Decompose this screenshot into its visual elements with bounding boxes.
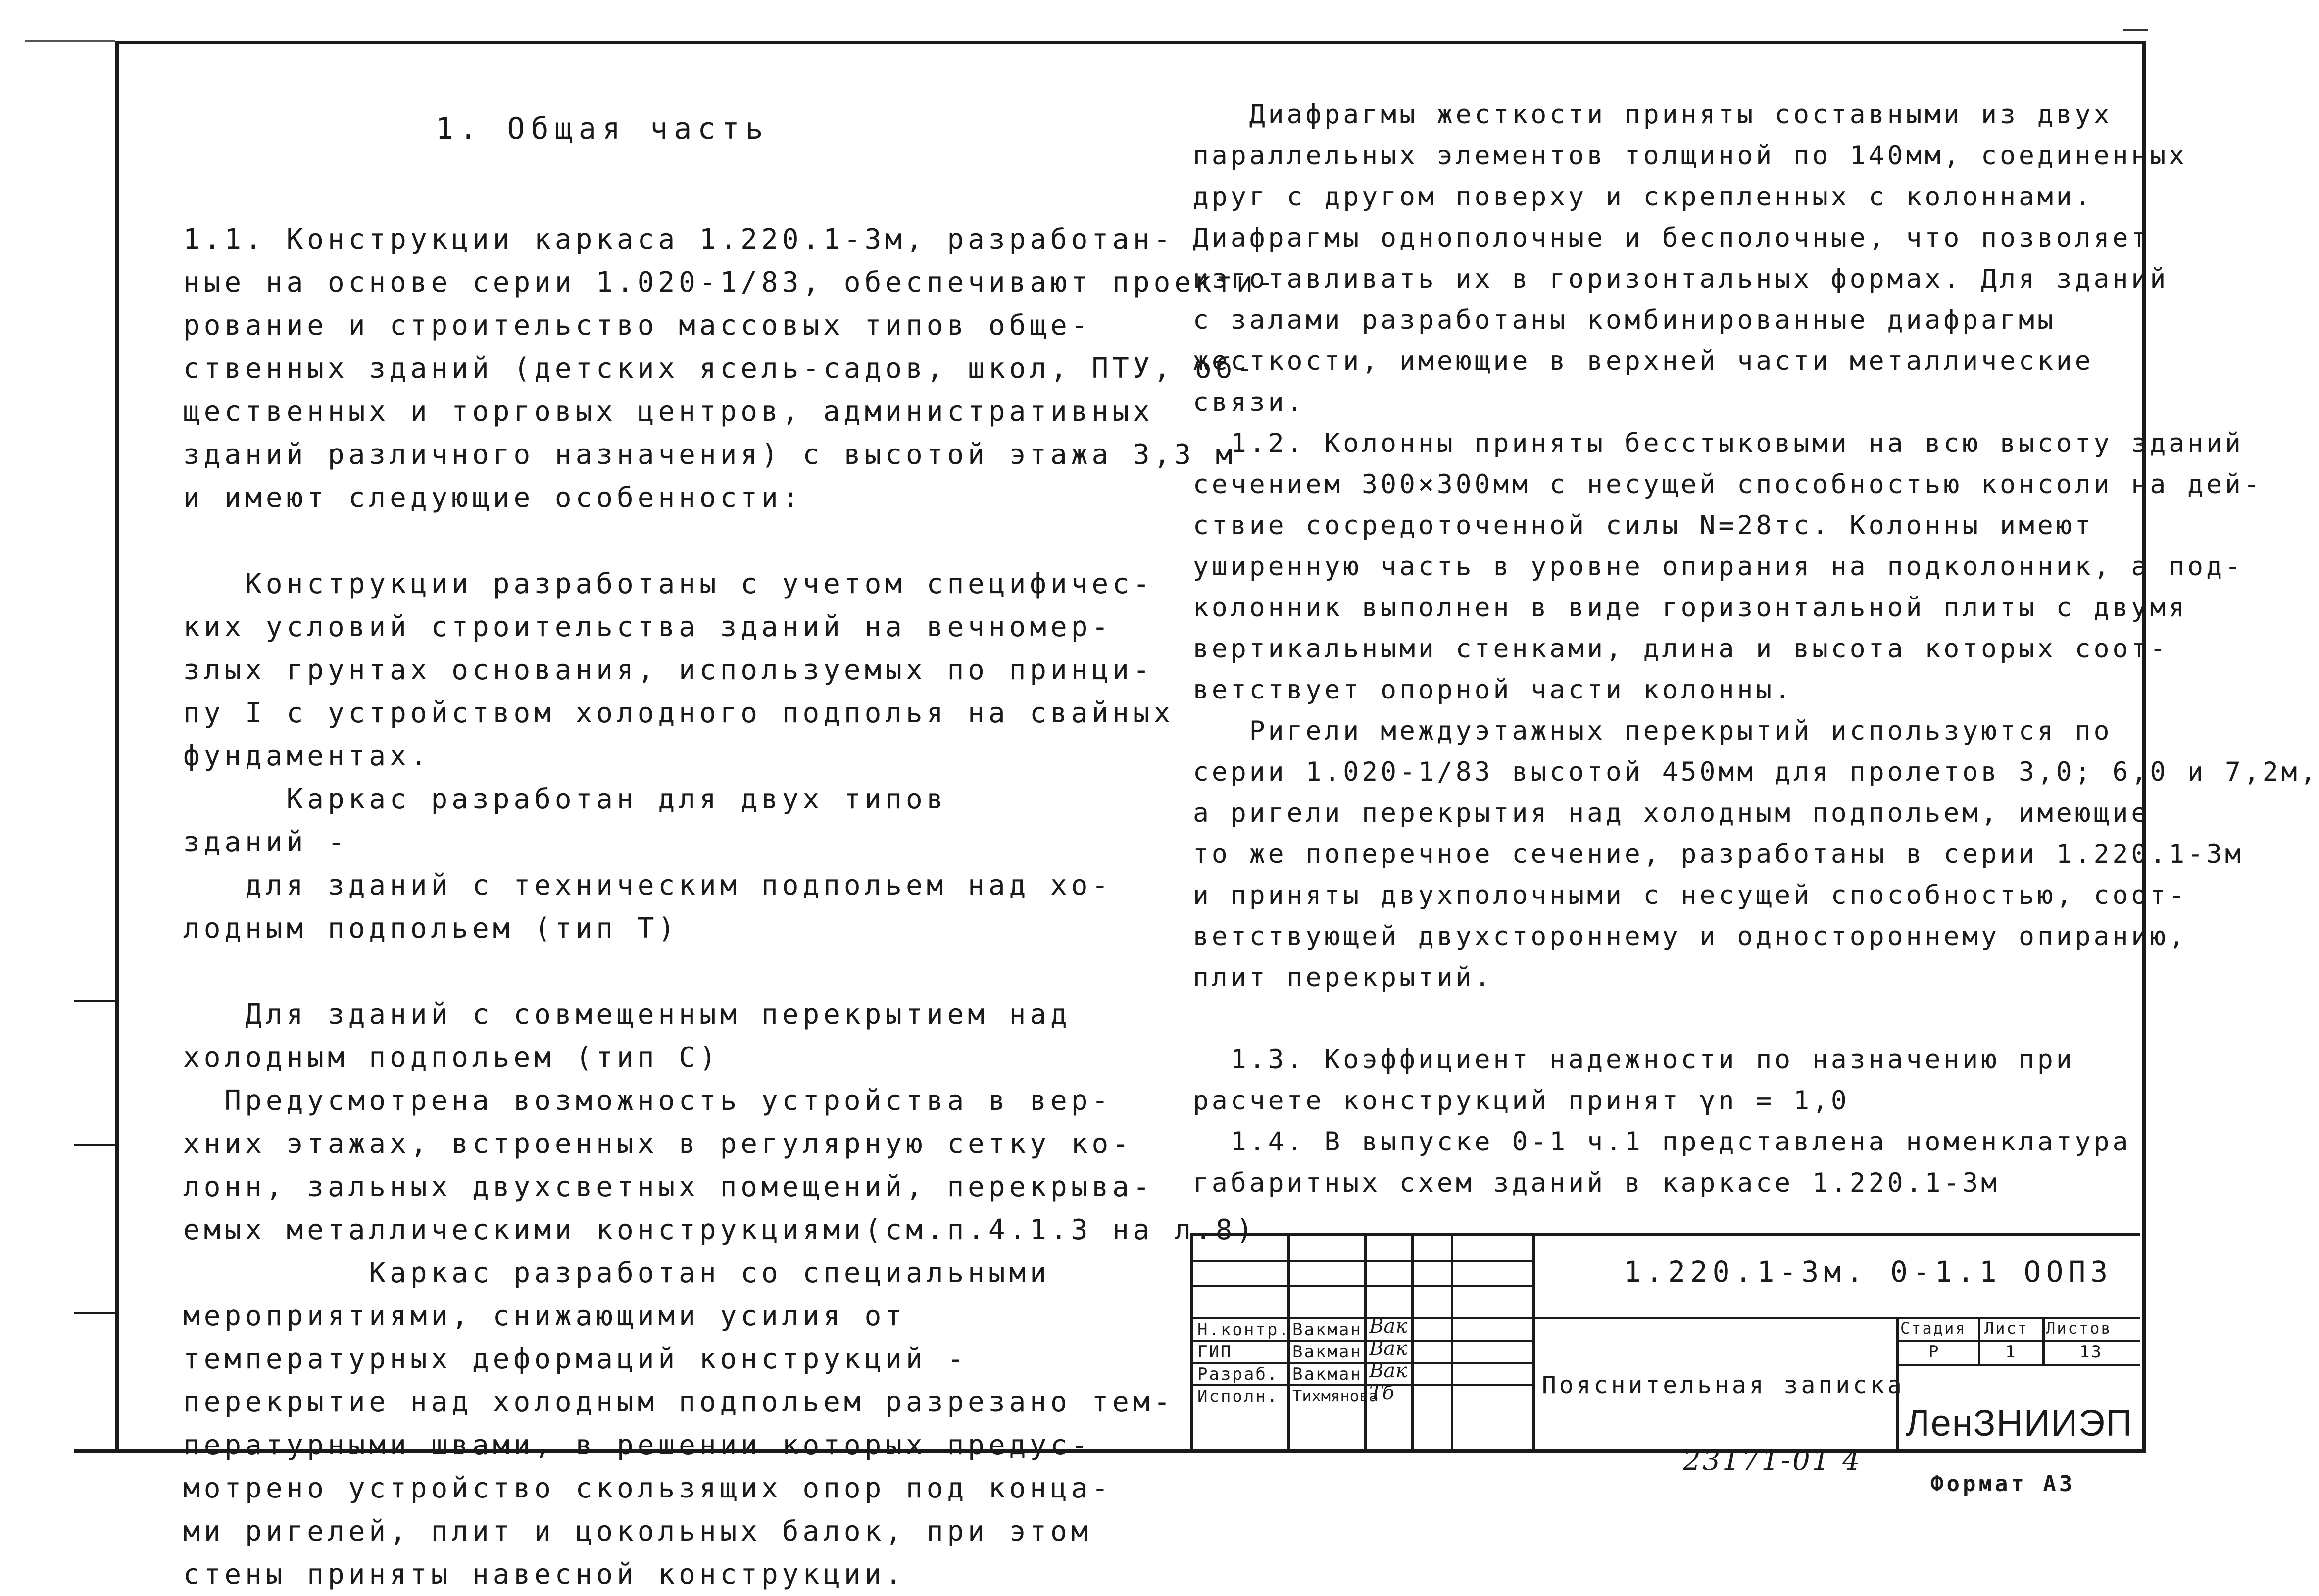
left-text-column <box>183 218 1278 1596</box>
text-line <box>1193 998 2319 1039</box>
text-line: температурных деформаций конструкций - <box>183 1343 968 1375</box>
text-line: Диафрагмы однополочные и бесполочные, что позволяет <box>1193 223 2150 253</box>
text-line: пературными швами, в решении которых предус- <box>183 1429 1092 1461</box>
text-line: друг с другом поверху и скрепленных с колоннами. <box>1193 182 2094 212</box>
tb-sheets: 13 <box>2079 1342 2103 1362</box>
text-line: щественных и торговых центров, административных <box>183 396 1154 428</box>
text-line: мотрено устройство скользящих опор под конца- <box>183 1472 1113 1504</box>
tb-signature: Вак <box>1369 1359 1408 1382</box>
text-line <box>183 950 1278 993</box>
text-line: Каркас разработан со специальными <box>183 1257 1051 1289</box>
text-line: ветствует опорной части колонны. <box>1193 675 1794 705</box>
tb-row-line <box>1193 1384 1532 1386</box>
tb-row-line <box>1193 1285 1532 1287</box>
text-line: плит перекрытий. <box>1193 962 1493 993</box>
text-line: жесткости, имеющие в верхней части металлические <box>1193 346 2094 376</box>
text-line: мероприятиями, снижающими усилия от <box>183 1300 906 1332</box>
text-line: ственных зданий (детских ясель-садов, школ, ПТУ, об- <box>183 352 1257 385</box>
text-line: колонник выполнен в виде горизонтальной плиты с двумя <box>1193 593 2188 623</box>
text-line: 1.4. В выпуске 0-1 ч.1 представлена номенклатура <box>1193 1127 2131 1157</box>
text-line: злых грунтах основания, используемых по принци- <box>183 654 1154 686</box>
text-line <box>183 519 1278 562</box>
frame-corner-mark <box>2123 29 2148 31</box>
tb-sheet: 1 <box>2005 1342 2017 1362</box>
tb-name: Вакман <box>1292 1342 1362 1362</box>
tb-sheet-header: Лист <box>1984 1319 2029 1338</box>
text-line: изготавливать их в горизонтальных формах. Для зданий <box>1193 264 2169 294</box>
text-line: Конструкции разработаны с учетом специфичес- <box>183 568 1154 600</box>
document-code: 1.220.1-3м. 0-1.1 ООПЗ <box>1624 1255 2113 1289</box>
tb-signature: Вак <box>1369 1337 1408 1360</box>
text-line: Предусмотрена возможность устройства в вер- <box>183 1085 1113 1117</box>
tb-stage: Р <box>1928 1342 1940 1362</box>
text-line: ких условий строительства зданий на вечномер- <box>183 611 1113 643</box>
text-line: а ригели перекрытия над холодным подпольем, имеющие <box>1193 798 2150 828</box>
text-line: зданий - <box>183 826 348 858</box>
tb-row-line <box>1193 1260 1532 1262</box>
tb-row-line <box>1896 1340 2140 1342</box>
frame-top-stub <box>25 40 115 42</box>
text-line: лонн, зальных двухсветных помещений, перекрыва- <box>183 1171 1154 1203</box>
text-line: Для зданий с совмещенным перекрытием над <box>183 998 1071 1031</box>
text-line: ми ригелей, плит и цокольных балок, при этом <box>183 1515 1092 1547</box>
binding-tick <box>74 1312 117 1314</box>
tb-row-line <box>1896 1364 2140 1366</box>
text-line: Ригели междуэтажных перекрытий используются по <box>1193 716 2113 746</box>
text-line: холодным подпольем (тип С) <box>183 1042 720 1074</box>
text-line: перекрытие над холодным подпольем разрезано тем- <box>183 1386 1175 1418</box>
tb-row-line <box>1193 1340 1532 1342</box>
tb-name: Тихмянова <box>1292 1387 1379 1405</box>
tb-divider <box>1532 1236 1535 1452</box>
text-line: связи. <box>1193 387 1306 417</box>
tb-divider <box>1451 1236 1453 1452</box>
binding-tick <box>74 1144 117 1146</box>
tb-role: Н.контр. <box>1197 1320 1290 1340</box>
handwritten-number: 23171-01 4 <box>1683 1445 1862 1477</box>
text-line: Каркас разработан для двух типов <box>183 783 947 815</box>
document-title: Пояснительная записка <box>1542 1371 1905 1399</box>
text-line: фундаментах. <box>183 740 431 772</box>
text-line: ствие сосредоточенной силы N=28тс. Колонны имеют <box>1193 510 2094 541</box>
text-line: и приняты двухполочными с несущей способностью, соот- <box>1193 880 2188 910</box>
text-line: габаритных схем зданий в каркасе 1.220.1-3м <box>1193 1168 2000 1198</box>
text-line: серии 1.020-1/83 высотой 450мм для пролетов 3,0; 6,0 и 7,2м, <box>1193 757 2319 787</box>
tb-sheets-header: Листов <box>2046 1319 2112 1338</box>
right-text-column <box>1193 94 2319 1203</box>
text-line: для зданий с техническим подпольем над хо- <box>183 869 1113 901</box>
text-line: вертикальными стенками, длина и высота которых соот- <box>1193 634 2169 664</box>
tb-name: Вакман <box>1292 1364 1362 1384</box>
binding-tick <box>74 1000 117 1002</box>
tb-role: Исполн. <box>1197 1387 1279 1406</box>
text-line: лодным подпольем (тип Т) <box>183 912 679 945</box>
text-line: 1.1. Конструкции каркаса 1.220.1-3м, разработан- <box>183 223 1175 255</box>
text-line: сечением 300×300мм с несущей способностью консоли на дей- <box>1193 469 2263 499</box>
text-line: с залами разработаны комбинированные диафрагмы <box>1193 305 2056 335</box>
tb-row-line <box>1193 1362 1532 1364</box>
text-line: 1.2. Колонны приняты бесстыковыми на всю высоту зданий <box>1193 428 2244 458</box>
text-line: то же поперечное сечение, разработаны в серии 1.220.1-3м <box>1193 839 2244 869</box>
organization-name: ЛенЗНИИЭП <box>1906 1402 2133 1444</box>
tb-name: Вакман <box>1292 1320 1362 1340</box>
text-line: 1.3. Коэффициент надежности по назначению при <box>1193 1045 2075 1075</box>
section-heading: 1. Общая часть <box>436 111 769 146</box>
text-line: рование и строительство массовых типов обще- <box>183 309 1092 342</box>
text-line: и имеют следующие особенности: <box>183 482 803 514</box>
text-line: пу I с устройством холодного подполья на свайных <box>183 697 1175 729</box>
text-line: стены приняты навесной конструкции. <box>183 1558 906 1591</box>
tb-role: ГИП <box>1197 1342 1233 1362</box>
text-line: ветствующей двухстороннему и одностороннему опиранию, <box>1193 921 2188 951</box>
tb-signature: Тб <box>1369 1382 1395 1404</box>
text-line: параллельных элементов толщиной по 140мм, соединенных <box>1193 141 2188 171</box>
tb-stage-header: Стадия <box>1900 1319 1967 1338</box>
text-line: расчете конструкций принят γn = 1,0 <box>1193 1086 1850 1116</box>
sheet-format: Формат А3 <box>1930 1471 2075 1496</box>
text-line: емых металлическими конструкциями(см.п.4.1.3 на л.8) <box>183 1214 1257 1246</box>
text-line: ные на основе серии 1.020-1/83, обеспечивают проекти- <box>183 266 1278 299</box>
text-line: Диафрагмы жесткости приняты составными из двух <box>1193 100 2113 130</box>
tb-signature: Вак <box>1369 1315 1408 1338</box>
tb-role: Разраб. <box>1197 1364 1279 1384</box>
text-line: уширенную часть в уровне опирания на подколонник, а под- <box>1193 551 2244 582</box>
tb-divider <box>1411 1236 1414 1452</box>
text-line: зданий различного назначения) с высотой этажа 3,3 м <box>183 439 1236 471</box>
tb-divider <box>1287 1236 1290 1452</box>
text-line: хних этажах, встроенных в регулярную сетку ко- <box>183 1128 1133 1160</box>
tb-divider <box>1364 1236 1367 1452</box>
